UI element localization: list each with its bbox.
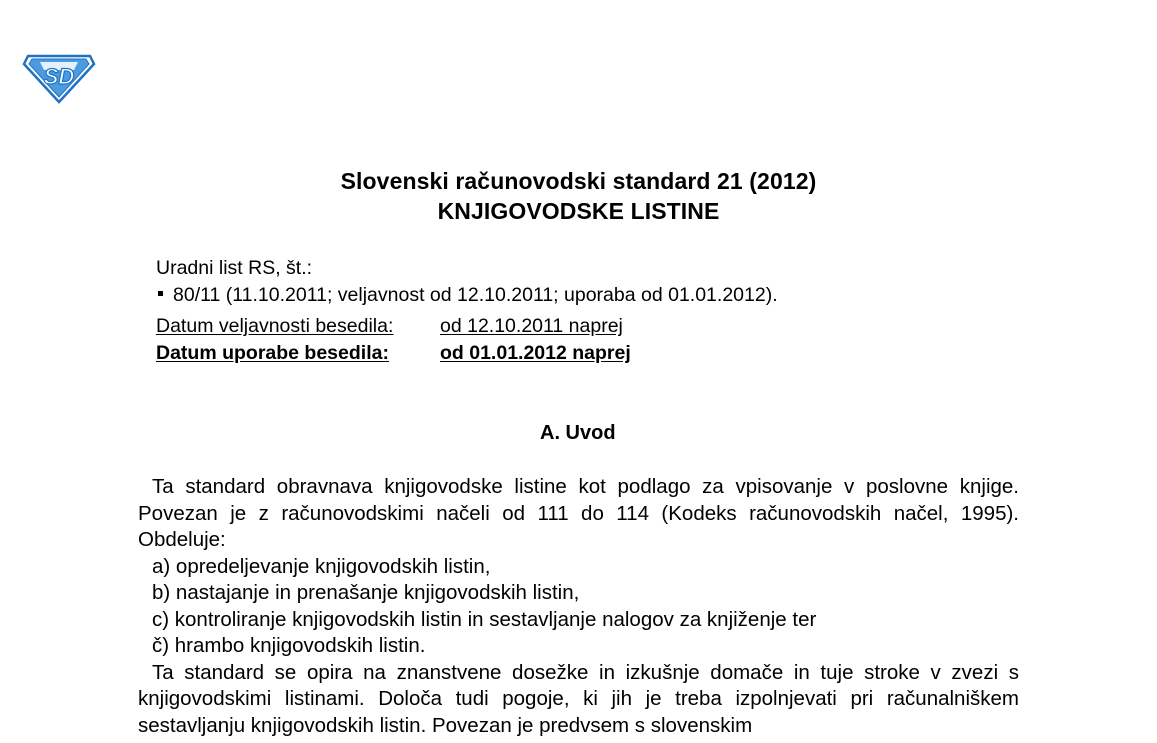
usage-date-row [156, 340, 631, 367]
svg-text:SD: SD [43, 64, 75, 89]
list-item: b) nastajanje in prenašanje knjigovodskih listin, [152, 581, 580, 604]
publication-entry-text: 80/11 (11.10.2011; veljavnost od 12.10.2011; uporaba od 01.01.2012). [173, 284, 778, 306]
section-heading: A. Uvod [540, 422, 616, 444]
publication-entry [156, 282, 778, 309]
validity-label: Datum veljavnosti besedila: [156, 315, 394, 337]
bullet-icon [158, 291, 163, 296]
sd-logo [22, 48, 96, 104]
list-item: c) kontroliranje knjigovodskih listin in sestavljanje nalogov za knjiženje ter [152, 607, 817, 631]
validity-date-row [156, 313, 631, 340]
usage-value: od 01.01.2012 naprej [440, 342, 631, 364]
document-body [138, 474, 1019, 739]
document-subtitle: KNJIGOVODSKE LISTINE [437, 198, 720, 224]
document-title: Slovenski računovodski standard 21 (2012) [340, 168, 817, 194]
document-title-block [0, 166, 1157, 226]
date-info [156, 313, 631, 367]
list-item: a) opredeljevanje knjigovodskih listin, [152, 554, 491, 578]
paragraph: Ta standard obravnava knjigovodske listine kot podlago za vpisovanje v poslovne knjige. Povezan je z računovodskimi načeli od 111 do 114 (Kodeks računovodskih načel, 1995). Obdeluje: [138, 475, 1019, 551]
source-label: Uradni list RS, št.: [156, 257, 313, 279]
usage-label: Datum uporabe besedila: [156, 342, 389, 364]
publication-info [156, 255, 778, 309]
validity-value: od 12.10.2011 naprej [440, 315, 623, 337]
list-item: č) hrambo knjigovodskih listin. [152, 634, 426, 657]
paragraph: Ta standard se opira na znanstvene dosežke in izkušnje domače in tuje stroke v zvezi s knjigovodskimi listinami. Določa tudi pogoje, ki jih je treba izpolnjevati pri računalniškem sestavljanju knjigovodskih listin. Povezan je predvsem s slovenskim [138, 660, 1019, 737]
sd-diamond-logo-icon [22, 48, 96, 104]
